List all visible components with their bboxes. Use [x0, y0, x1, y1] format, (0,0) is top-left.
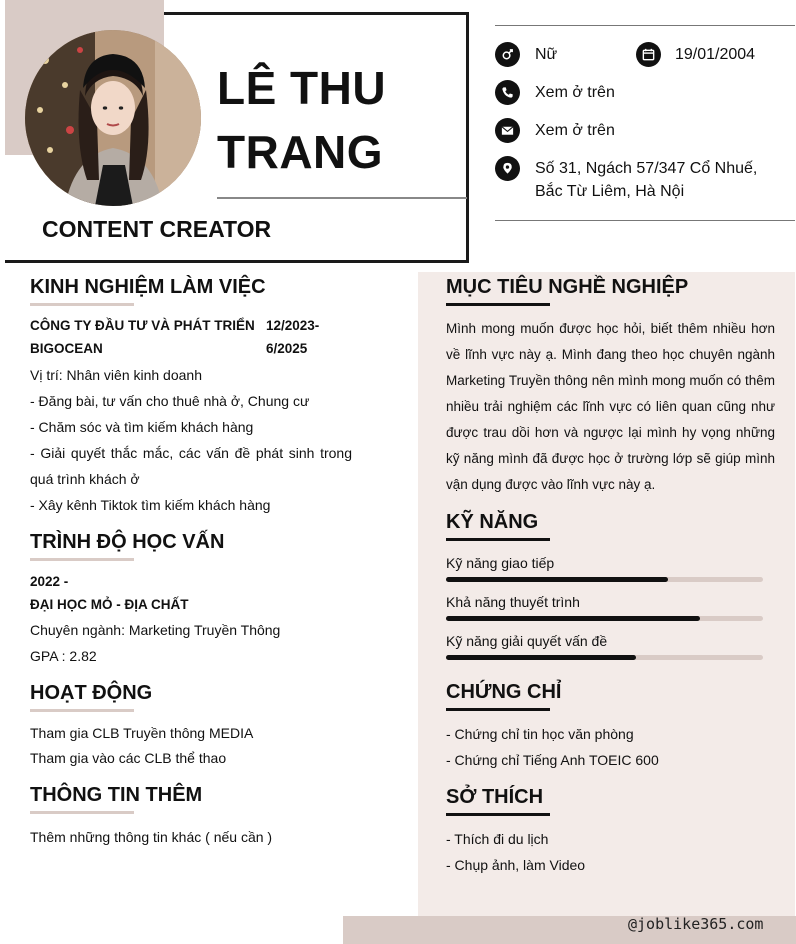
hobby-item: - Thích đi du lịch — [446, 831, 549, 847]
name-line-1: LÊ THU — [217, 62, 387, 114]
company-line-2: BIGOCEAN — [30, 341, 103, 356]
hobbies-heading: SỞ THÍCH — [446, 786, 544, 808]
address-line-2: Bắc Từ Liêm, Hà Nội — [535, 183, 685, 200]
hobby-item: - Chụp ảnh, làm Video — [446, 857, 586, 873]
location-pin-icon — [495, 156, 520, 181]
education-year: 2022 - — [30, 574, 69, 589]
certificates-heading: CHỨNG CHỈ — [446, 681, 562, 703]
extra-info-text: Thêm những thông tin khác ( nếu cần ) — [30, 829, 273, 845]
skill-label: Khả năng thuyết trình — [446, 594, 580, 610]
experience-detail: - Xây kênh Tiktok tìm kiếm khách hàng — [30, 497, 271, 513]
phone-icon — [495, 80, 520, 105]
contact-bottom-rule — [495, 220, 795, 221]
activities-underline — [30, 709, 134, 712]
contact-top-rule — [495, 25, 795, 26]
skill-bar-track — [446, 655, 763, 660]
education-gpa: GPA : 2.82 — [30, 648, 97, 664]
profile-photo — [25, 30, 201, 206]
hobbies-underline — [446, 813, 550, 816]
name-line-2: TRANG — [217, 126, 384, 178]
email-icon — [495, 118, 520, 143]
email-value: Xem ở trên — [535, 122, 615, 139]
address-line-1: Số 31, Ngách 57/347 Cổ Nhuế, — [535, 160, 758, 177]
education-heading: TRÌNH ĐỘ HỌC VẤN — [30, 531, 225, 553]
job-title: CONTENT CREATOR — [42, 216, 272, 242]
period-line-2: 6/2025 — [266, 341, 308, 356]
gender-value: Nữ — [535, 46, 558, 63]
extra-info-heading: THÔNG TIN THÊM — [30, 784, 203, 806]
skills-underline — [446, 538, 550, 541]
objective-heading: MỤC TIÊU NGHỀ NGHIỆP — [446, 276, 689, 298]
experience-detail: - Đăng bài, tư vấn cho thuê nhà ở, Chung cư — [30, 393, 310, 409]
certificate-item: - Chứng chỉ tin học văn phòng — [446, 726, 634, 742]
skill-bar-track — [446, 616, 763, 621]
name-divider — [217, 197, 467, 199]
candidate-name — [217, 56, 386, 184]
experience-detail: - Chăm sóc và tìm kiếm khách hàng — [30, 419, 254, 435]
certificates-underline — [446, 708, 550, 711]
experience-detail: - Giải quyết thắc mắc, các vấn đề phát sinh trong quá trình khách ở — [30, 445, 352, 487]
skill-bar-fill — [446, 616, 700, 621]
extra-info-underline — [30, 811, 134, 814]
company-line-1: CÔNG TY ĐẦU TƯ VÀ PHÁT TRIỂN — [30, 318, 255, 333]
experience-detail: Vị trí: Nhân viên kinh doanh — [30, 367, 202, 383]
calendar-icon — [636, 42, 661, 67]
address-value — [535, 157, 757, 203]
skill-bar-fill — [446, 655, 636, 660]
skill-label: Kỹ năng giải quyết vấn đề — [446, 633, 608, 649]
skill-bar-fill — [446, 577, 668, 582]
period-line-1: 12/2023- — [266, 318, 320, 333]
experience-underline — [30, 303, 134, 306]
activities-heading: HOẠT ĐỘNG — [30, 682, 153, 704]
watermark-text: @joblike365.com — [628, 915, 764, 933]
objective-text: Mình mong muốn được học hỏi, biết thêm nhiều hơn về lĩnh vực này ạ. Mình đang theo học chuyên ngành Marketing Truyền thông nên mình mong muốn có thêm nhiều trải nghiệm các lĩnh vực có liên quan cũng như được trau dồi hơn và ngược lại mình hy vọng những kỹ năng mình đã được học ở trường lớp sẽ giúp mình vận dụng được vào lĩnh vực này ạ. — [446, 321, 775, 492]
gender-icon — [495, 42, 520, 67]
education-major: Chuyên ngành: Marketing Truyền Thông — [30, 622, 281, 638]
experience-company — [30, 314, 260, 360]
experience-heading: KINH NGHIỆM LÀM VIỆC — [30, 276, 266, 298]
skill-bar-track — [446, 577, 763, 582]
skill-label: Kỹ năng giao tiếp — [446, 555, 555, 571]
activity-item: Tham gia CLB Truyền thông MEDIA — [30, 725, 254, 741]
birthday-value: 19/01/2004 — [675, 46, 756, 63]
experience-period — [266, 314, 319, 360]
certificate-item: - Chứng chỉ Tiếng Anh TOEIC 600 — [446, 752, 659, 768]
objective-underline — [446, 303, 550, 306]
activity-item: Tham gia vào các CLB thể thao — [30, 750, 227, 766]
education-school: ĐẠI HỌC MỎ - ĐỊA CHẤT — [30, 597, 189, 612]
skills-heading: KỸ NĂNG — [446, 511, 539, 533]
education-underline — [30, 558, 134, 561]
phone-value: Xem ở trên — [535, 84, 615, 101]
